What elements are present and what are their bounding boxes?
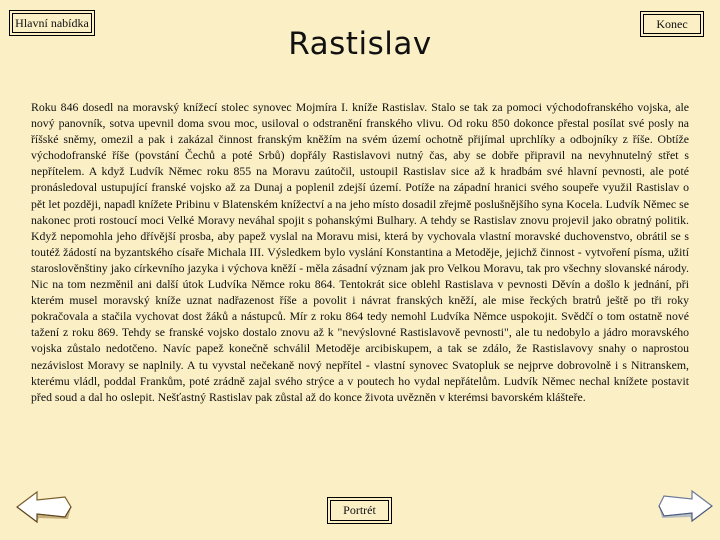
back-arrow-icon[interactable] — [15, 488, 73, 526]
body-text: Roku 846 dosedl na moravský knížecí stolec synovec Mojmíra I. kníže Rastislav. Stalo se tak za pomoci východofranského vojska, ale nový panovník, sotva upevnil doma svou moc, usiloval o odstranění franského vlivu. Od roku 850 dokonce přestal posílat své posly na říšské sněmy, omezil a pak i zakázal činnost franským kněžím na svém území ochotně přijímal uprchlíky a odbojníky z říše. Obtíže východofranské říše (povstání Čechů a poté Srbů) dopřály Rastislavovi nutný čas, aby se dobře připravil na nevyhnutelný střet s nepřítelem. A když Ludvík Němec roku 855 na Moravu zaútočil, ustoupil Rastislav sice až k hradbám své hlavní pevnosti, ale poté pronásledoval ustupující franské vojsko až za Dunaj a poplenil zdejší území. Potíže na západní hranici svého soupeře využil Rastislav o pět let později, napadl knížete Pribinu v Blatenském knížectví a na jeho místo dosadil zřejmě poslušnějšího syna Kocela. Ludvík Němec se nakonec proti rostoucí moci Velké Moravy neváhal spojit s pohanskými Bulhary. A tehdy se Rastislav znovu projevil jako obratný politik. Když nepomohla jeho dřívější prosba, aby papež vyslal na Moravu misi, která by vychovala vlastní moravské duchovenstvo, obrátil se s toutéž žádostí na byzantského císaře Michala III. Výsledkem bylo vyslání Konstantina a Metoděje, jejichž činnost - vytvoření písma, užití staroslověnštiny jako církevního jazyka i výchova kněží - měla zásadní význam jak pro Velkou Moravu, tak pro všechny slovanské národy. Nic na tom nezměnil ani další útok Ludvíka Němce roku 864. Tentokrát sice oblehl Rastislava v pevnosti Děvín a došlo k jednání, při kterém musel moravský kníže uznat nadřazenost říše a povolit i návrat franských kněží, ale mise řeckých bratrů ještě po tři roky pokračovala a stačila vychovat dost žáků a nástupců. Mír z roku 864 tedy nemohl Ludvíka Němce uspokojit. Svědčí o tom ostatně nové tažení z roku 869. Tehdy se franské vojsko dostalo znovu až k "nevýslovné Rastislavově pevnosti", ale tu nedobylo a jádro moravského vojska zůstalo nedotčeno. Navíc papež konečně schválil Metoděje arcibiskupem, a tak se zdálo, že Rastislavovy snahy o naprostou nezávislost Moravy se naplnily. A tu vyvstal nečekaně nový nepřítel - vlastní synovec Svatopluk se nejprve dobrovolně i s Nitranskem, kterému vládl, poddal Frankům, poté zrádně zajal svého strýce a v poutech ho vydal nepřátelům. Ludvík Němec nechal knížete postavit před soud a dal ho oslepit. Nešťastný Rastislav pak zůstal až do konce života uvězněn v kterémsi bavorském klášteře. — [31, 100, 689, 404]
next-arrow-icon[interactable] — [658, 488, 714, 524]
main-menu-button[interactable]: Hlavní nabídka — [12, 13, 92, 33]
end-button[interactable]: Konec — [643, 14, 701, 34]
portrait-button[interactable]: Portrét — [330, 500, 389, 521]
page-title: Rastislav — [288, 26, 432, 62]
